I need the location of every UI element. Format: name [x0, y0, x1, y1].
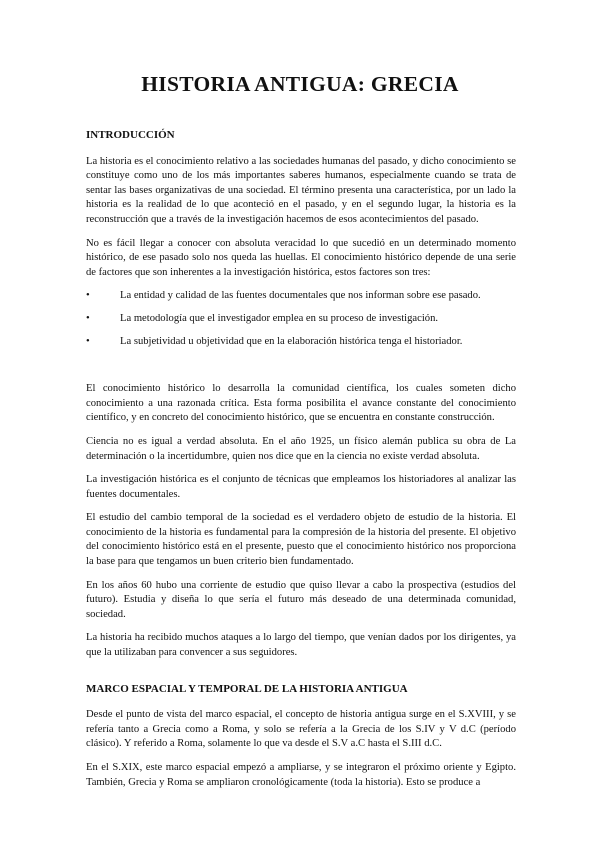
intro-heading: INTRODUCCIÓN	[86, 129, 175, 141]
intro-paragraph: Ciencia no es igual a verdad absoluta. En el año 1925, un físico alemán publica su obra de La determinación o la incertidumbre, quien nos dice que en la ciencia no existe verdad absoluta.	[86, 435, 516, 462]
intro-paragraph: La historia es el conocimiento relativo a las sociedades humanas del pasado, y dicho conocimiento se constituye como uno de los más importantes saberes humanos, especialmente cuando se trata de sentar las bases organizativas de una sociedad. El término presenta una característica, por un lado la historia es la realidad de lo que aconteció en el pasado, y en el segundo lugar, la historia es la reconstrucción que a través de la investigación hacemos de esos acontecimientos del pasado.	[86, 155, 516, 225]
marco-heading: MARCO ESPACIAL Y TEMPORAL DE LA HISTORIA ANTIGUA	[86, 682, 408, 695]
page-title: HISTORIA ANTIGUA: GRECIA	[141, 72, 459, 96]
intro-paragraph: En los años 60 hubo una corriente de estudio que quiso llevar a cabo la prospectiva (estudios del futuro). Estudia y diseña lo que sería el futuro más deseado de una determinada comunidad, sociedad.	[86, 579, 516, 620]
intro-paragraph: No es fácil llegar a conocer con absoluta veracidad lo que sucedió en un determinado momento histórico, de ese pasado solo nos queda las huellas. El conocimiento histórico depende de una serie de factores que son inherentes a la investigación histórica, estos factores son tres:	[86, 237, 516, 278]
list-item	[86, 335, 516, 350]
marco-paragraph: En el S.XIX, este marco espacial empezó a ampliarse, y se integraron el próximo oriente y Egipto. También, Grecia y Roma se ampliaron cronológicamente (toda la historia). Esto se produce a	[86, 762, 516, 788]
intro-paragraph: La historia ha recibido muchos ataques a lo largo del tiempo, que venían dados por los dirigentes, ya que la utilizaban para convencer a sus seguidores.	[86, 632, 516, 659]
list-item-text: La subjetividad u objetividad que en la elaboración histórica tenga el historiador.	[120, 335, 463, 347]
list-item-text: La metodología que el investigador emplea en su proceso de investigación.	[120, 312, 439, 324]
factors-list	[86, 289, 516, 349]
list-item	[86, 312, 516, 327]
list-item-text: La entidad y calidad de las fuentes documentales que nos informan sobre ese pasado.	[120, 290, 481, 302]
spacer	[86, 360, 516, 382]
document-body	[86, 128, 516, 799]
intro-paragraph: La investigación histórica es el conjunto de técnicas que empleamos los historiadores al analizar las fuentes documentales.	[86, 474, 516, 500]
intro-paragraph: El estudio del cambio temporal de la sociedad es el verdadero objeto de estudio de la historia. El conocimiento de la historia es fundamental para la compresión de la historia del presente. El objetivo del conocimiento histórico está en el presente, puesto que el conocimiento histórico nos proporciona la base para que tengamos un buen criterio bien fundamentado.	[86, 512, 516, 568]
bullet-icon: •	[86, 312, 90, 324]
bullet-icon: •	[86, 290, 90, 302]
list-item	[86, 289, 516, 304]
intro-paragraph: El conocimiento histórico lo desarrolla la comunidad científica, los cuales someten dicho conocimiento a una razonada crítica. Esta forma posibilita el avance constante del conocimiento científico, y en concreto del conocimiento histórico, que se encuentra en constante construcción.	[86, 383, 516, 424]
spacer	[86, 670, 516, 682]
marco-section	[86, 682, 516, 791]
bullet-icon: •	[86, 335, 90, 347]
intro-section	[86, 128, 516, 661]
marco-paragraph: Desde el punto de vista del marco espacial, el concepto de historia antigua surge en el S.XVIII, y se refería tanto a Grecia como a Roma, y solo se refería a la Grecia de los S.IV y V d.C (período clásico). Y referido a Roma, solamente lo que va desde el S.V a.C hasta el S.III d.C.	[86, 709, 516, 750]
